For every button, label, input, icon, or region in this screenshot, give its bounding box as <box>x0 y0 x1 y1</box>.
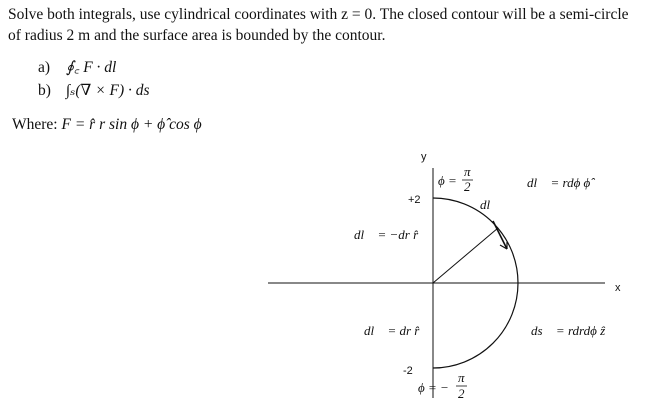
part-b-expression: ∫ₛ(∇ × F) · ds <box>65 82 150 99</box>
phi-bottom-lhs: ϕ = − <box>418 380 449 395</box>
radius-line <box>433 228 498 283</box>
dl-upper-label: dl⃗ = −dr r̂ <box>354 227 419 242</box>
dl-arc-label: dl⃗ = rdϕ ϕ̂ <box>527 175 591 190</box>
part-a-letter: a) <box>38 59 51 76</box>
part-a-expression: ∮꜀ F · dl <box>65 59 117 76</box>
phi-top-numerator: π <box>464 164 471 179</box>
dl-lower-label: dl⃗ = dr r̂ <box>364 323 420 338</box>
phi-top-lhs: ϕ = <box>438 173 457 188</box>
y-axis-label: y <box>421 151 427 163</box>
where-label: Where: <box>12 116 58 133</box>
dl-arc-marker: dl⃗ <box>480 197 501 212</box>
field-expression: F = r̂ r sin ϕ + ϕ̂ cos ϕ <box>61 116 202 133</box>
arc-tangent-arrow <box>493 221 507 249</box>
problem-statement: Solve both integrals, use cylindrical coordinates with z = 0. The closed contour will be a semi-circle of radius 2 m and the surface area is bounded by the contour. <box>8 6 629 44</box>
part-b-letter: b) <box>38 82 51 99</box>
phi-bottom-numerator: π <box>458 370 465 385</box>
x-axis-label: x <box>615 282 621 294</box>
ds-label: ds⃗ = rdrdϕ ẑ <box>531 323 606 338</box>
phi-bottom-denominator: 2 <box>458 386 465 401</box>
tick-bottom: -2 <box>403 365 413 377</box>
phi-top-denominator: 2 <box>464 179 471 194</box>
tick-top: +2 <box>408 194 421 206</box>
